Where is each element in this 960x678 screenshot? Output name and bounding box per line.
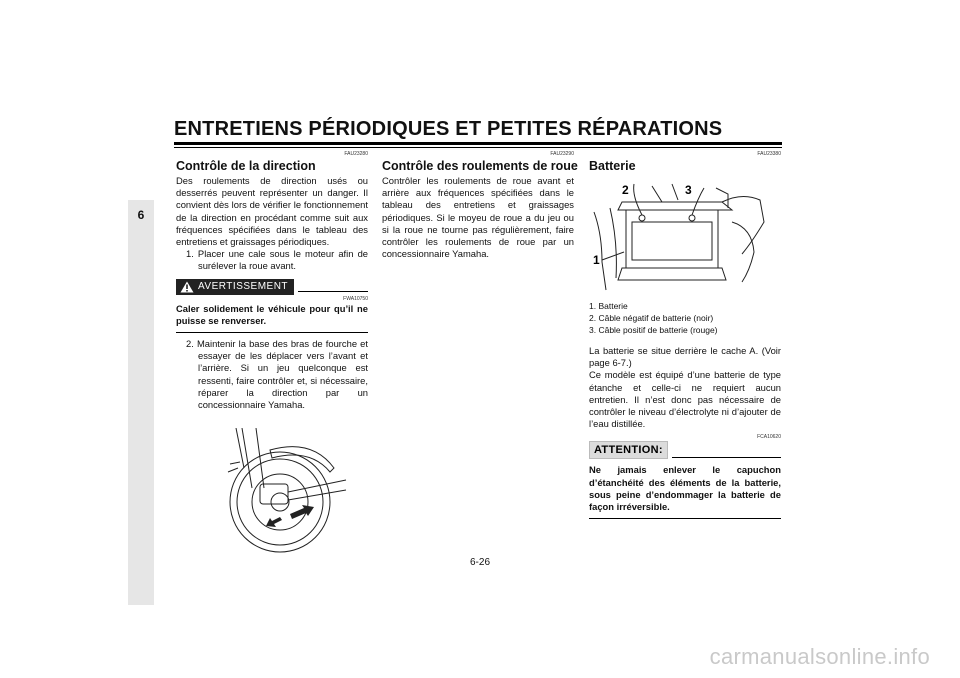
chapter-number: 6 <box>137 208 145 222</box>
column-battery <box>589 148 781 175</box>
warning-header <box>176 279 368 295</box>
battery-maintenance-text: Ce modèle est équipé d’une batterie de type étanche et celle-ci ne requiert aucun entretien. Il n’est donc pas nécessaire de contrôler le niveau d’électrolyte ni d’ajouter de l’eau distillée. <box>589 369 781 430</box>
caption-item: 3. Câble positif de batterie (rouge) <box>589 325 718 335</box>
caption-item: 2. Câble négatif de batterie (noir) <box>589 313 714 323</box>
column-wheel-bearings <box>382 148 578 260</box>
warning-icon <box>180 281 194 293</box>
caption-item: 1. Batterie <box>589 301 628 311</box>
warning-end-rule <box>176 332 368 333</box>
section-title-wheel-bearings: Contrôle des roulements de roue <box>382 159 578 173</box>
section-code: FAU23290 <box>550 151 574 157</box>
section-code: FAU23280 <box>344 151 368 157</box>
section-title-battery: Batterie <box>589 159 636 173</box>
battery-location-text: La batterie se situe derrière le cache A. (Voir page 6-7.) <box>589 345 781 369</box>
warning-label: AVERTISSEMENT <box>198 281 289 293</box>
warning-code: FWA10750 <box>343 295 368 302</box>
warning-rule <box>298 291 368 292</box>
steering-step-1: 1. Placer une cale sous le moteur afin de surélever la roue avant. <box>186 248 368 272</box>
steering-paragraph: Des roulements de direction usés ou desserrés peuvent représenter un danger. Il convient dès lors de vérifier le fonctionnement de la direction en procédant comme suit aux fréquences spécifiées dans le tableau des entretiens et graissages périodiques. <box>176 175 368 248</box>
column-steering <box>176 148 368 411</box>
warning-badge <box>176 279 294 295</box>
attention-code: FCA10620 <box>757 434 781 441</box>
attention-end-rule <box>589 518 781 519</box>
page-title: ENTRETIENS PÉRIODIQUES ET PETITES RÉPARATIONS <box>174 118 723 140</box>
section-title-steering: Contrôle de la direction <box>176 159 316 173</box>
battery-callout-1: 1 <box>593 253 600 267</box>
attention-rule <box>672 457 781 458</box>
section-code: FAU23380 <box>757 151 781 157</box>
watermark: carmanualsonline.info <box>709 644 930 669</box>
warning-text: Caler solidement le véhicule pour qu’il ne puisse se renverser. <box>176 302 368 326</box>
attention-badge: ATTENTION: <box>589 441 668 459</box>
battery-callout-3: 3 <box>685 183 692 197</box>
attention-text: Ne jamais enlever le capuchon d’étanchéité des éléments de la batterie, sous peine d’endommager la batterie de façon irréversible. <box>589 464 781 513</box>
battery-text-block <box>589 300 781 524</box>
battery-illustration <box>592 182 772 300</box>
page-number: 6-26 <box>469 557 490 568</box>
battery-caption-list <box>589 300 781 336</box>
front-wheel-illustration <box>222 428 350 556</box>
steering-step-2: 2. Maintenir la base des bras de fourche et essayer de les déplacer vers l’avant et l’arrière. Si un jeu quelconque est ressenti, faire contrôler et, si nécessaire, réparer la direction par un concessionnaire Yamaha. <box>186 338 368 411</box>
wheel-bearings-paragraph: Contrôler les roulements de roue avant et arrière aux fréquences spécifiées dans le tableau des entretiens et graissages périodiques. Si le moyeu de roue a du jeu ou si la roue ne tourne pas régulièrement, faire contrôler les roulements de roue par un concessionnaire Yamaha. <box>382 175 574 260</box>
attention-header <box>589 441 781 459</box>
title-rule <box>174 142 782 145</box>
battery-callout-2: 2 <box>622 183 629 197</box>
chapter-tab <box>128 200 154 605</box>
